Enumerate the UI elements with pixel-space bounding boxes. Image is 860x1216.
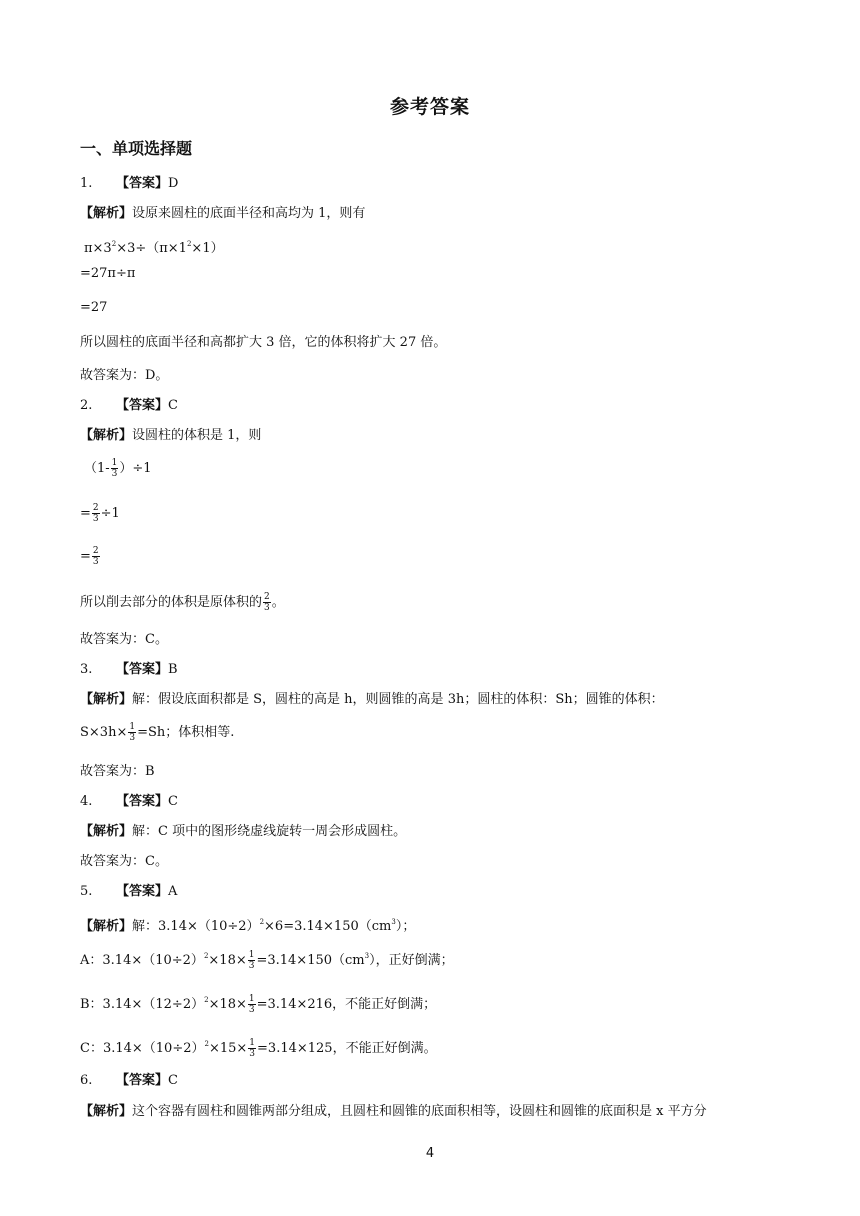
analysis-label: 【解析】 bbox=[80, 1104, 133, 1119]
q2-conclusion: 所以削去部分的体积是原体积的 $\frac{2}{3}$ 。 bbox=[80, 592, 285, 613]
q6-analysis: 这个容器有圆柱和圆锥两部分组成，且圆柱和圆锥的底面积相等，设圆柱和圆锥的底面积是 x 平方分 bbox=[132, 1104, 707, 1119]
q5-option-c: C：$3.14\times(10\div 2)^2\times 15\times$ $\frac{1}{3}$ =3.14×125，不能正好倒满。 bbox=[80, 1038, 437, 1059]
q1-number: 1. bbox=[80, 176, 93, 191]
answer-label: 【答案】 bbox=[116, 884, 169, 899]
q5-option-a: A：$3.14\times(10\div 2)^2\times 18\times$ $\frac{1}{3}$ $=3.14\times 150(cm^3)$，正好倒满； bbox=[80, 950, 454, 971]
q4-final-answer: 故答案为：C。 bbox=[80, 854, 168, 869]
q4-analysis: 解：C 项中的图形绕虚线旋转一周会形成圆柱。 bbox=[132, 824, 407, 839]
q4-number: 4. bbox=[80, 794, 93, 809]
q1-answer: D bbox=[168, 176, 179, 191]
q2-number: 2. bbox=[80, 398, 93, 413]
q5-analysis-line: 【解析】解：$3.14\times(10\div 2)^2\times 6=3.14\times 150(cm^3)$； bbox=[80, 918, 416, 934]
analysis-label: 【解析】 bbox=[80, 206, 133, 221]
q3-number: 3. bbox=[80, 662, 93, 677]
analysis-label: 【解析】 bbox=[80, 919, 133, 934]
fraction: $\frac{1}{3}$ bbox=[249, 1038, 256, 1059]
q2-expression-3: = $\frac{2}{3}$ bbox=[80, 546, 99, 567]
q2-expression-2: = $\frac{2}{3}$ ÷1 bbox=[80, 503, 120, 524]
q5-number: 5. bbox=[80, 884, 93, 899]
q3-analysis-line bbox=[80, 690, 664, 710]
q2-answer: C bbox=[168, 398, 178, 413]
q6-answer-line bbox=[80, 1071, 178, 1091]
q5-option-b: B：$3.14\times(12\div 2)^2\times 18\times$ $\frac{1}{3}$ =3.14×216，不能正好倒满； bbox=[80, 994, 437, 1015]
q1-analysis: 设原来圆柱的底面半径和高均为 1，则有 bbox=[132, 206, 366, 221]
q4-analysis-line bbox=[80, 822, 406, 842]
fraction: $\frac{2}{3}$ bbox=[264, 592, 270, 613]
q5-answer: A bbox=[168, 884, 178, 899]
q1-expression-1: $\pi\times 3^2\times 3\div(\pi\times 1^2\times 1)$ bbox=[84, 240, 224, 256]
q3-analysis: 解：假设底面积都是 S，圆柱的高是 h，则圆锥的高是 3h；圆柱的体积：Sh；圆锥的体积： bbox=[132, 692, 664, 707]
q6-analysis-line bbox=[80, 1102, 707, 1122]
fraction: $\frac{1}{3}$ bbox=[248, 950, 255, 971]
answer-label: 【答案】 bbox=[116, 398, 169, 413]
q2-final-answer: 故答案为：C。 bbox=[80, 632, 168, 647]
analysis-label: 【解析】 bbox=[80, 824, 133, 839]
fraction: $\frac{1}{3}$ bbox=[248, 994, 255, 1015]
q3-answer-line bbox=[80, 660, 178, 680]
q4-answer: C bbox=[168, 794, 178, 809]
answer-label: 【答案】 bbox=[116, 176, 169, 191]
q1-analysis-line bbox=[80, 204, 365, 224]
answer-label: 【答案】 bbox=[116, 794, 169, 809]
q5-answer-line bbox=[80, 882, 177, 902]
analysis-label: 【解析】 bbox=[80, 692, 133, 707]
fraction: $\frac{2}{3}$ bbox=[92, 546, 99, 567]
fraction: $\frac{1}{3}$ bbox=[129, 722, 136, 743]
q4-answer-line bbox=[80, 792, 178, 812]
q6-answer: C bbox=[168, 1073, 178, 1088]
q2-analysis: 设圆柱的体积是 1，则 bbox=[132, 428, 262, 443]
section-heading: 一、单项选择题 bbox=[80, 139, 193, 158]
q2-analysis-line bbox=[80, 426, 261, 446]
page-title: 参考答案 bbox=[389, 96, 470, 118]
analysis-label: 【解析】 bbox=[80, 428, 133, 443]
q1-answer-line bbox=[80, 174, 178, 194]
q3-final-answer: 故答案为：B bbox=[80, 764, 155, 779]
answer-label: 【答案】 bbox=[116, 662, 169, 677]
page-number: 4 bbox=[425, 1146, 435, 1161]
fraction: $\frac{2}{3}$ bbox=[92, 503, 99, 524]
q6-number: 6. bbox=[80, 1073, 93, 1088]
q2-answer-line bbox=[80, 396, 178, 416]
q1-expression-3: =27 bbox=[80, 300, 108, 315]
q3-expression: S×3h× $\frac{1}{3}$ =Sh；体积相等. bbox=[80, 722, 235, 743]
answer-label: 【答案】 bbox=[116, 1073, 169, 1088]
q1-conclusion: 所以圆柱的底面半径和高都扩大 3 倍，它的体积将扩大 27 倍。 bbox=[80, 335, 447, 350]
q1-final-answer: 故答案为：D。 bbox=[80, 368, 169, 383]
q2-expression-1: （1- $\frac{1}{3}$ ）÷1 bbox=[84, 458, 152, 479]
q3-answer: B bbox=[168, 662, 178, 677]
fraction: $\frac{1}{3}$ bbox=[111, 458, 118, 479]
q1-expression-2: =27π÷π bbox=[80, 266, 136, 281]
